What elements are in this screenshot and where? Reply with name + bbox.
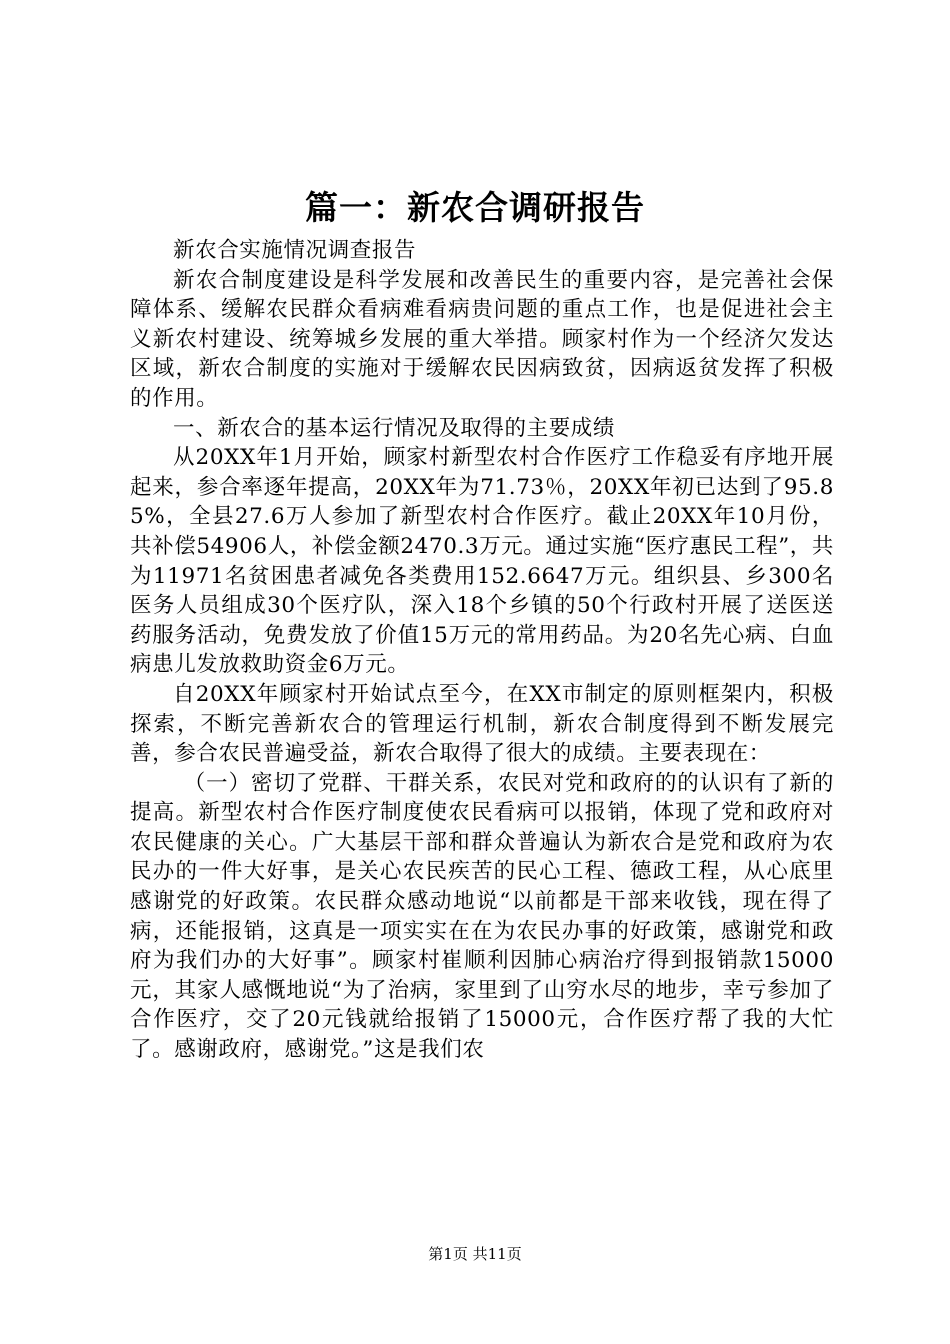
- paragraph-statistics: 从20XX年1月开始，顾家村新型农村合作医疗工作稳妥有序地开展起来，参合率逐年提高，20XX年为71.73％，20XX年初已达到了95.85%，全县27.6万人参加了新型农村合作医疗。截止20XX年10月份，共补偿54906人，补偿金额2470.3万元。通过实施“医疗惠民工程”，共为11971名贫困患者减免各类费用152.6647万元。组织县、乡300名医务人员组成30个医疗队，深入18个乡镇的50个行政村开展了送医送药服务活动，免费发放了价值15万元的常用药品。为20名先心病、白血病患儿发放救助资金6万元。: [130, 445, 834, 678]
- paragraph-subtitle: 新农合实施情况调查报告: [173, 238, 417, 263]
- section-heading: 一、新农合的基本运行情况及取得的主要成绩: [173, 415, 616, 441]
- page-footer: 第1页 共11页: [428, 1245, 522, 1263]
- document-body: [130, 236, 834, 1065]
- paragraph-intro: 新农合制度建设是科学发展和改善民生的重要内容，是完善社会保障体系、缓解农民群众看病难看病贵问题的重点工作，也是促进社会主义新农村建设、统筹城乡发展的重大举措。顾家村作为一个经济欠发达区域，新农合制度的实施对于缓解农民因病致贫，因病返贫发挥了积极的作用。: [130, 267, 834, 411]
- paragraph-point-one: （一）密切了党群、干群关系，农民对党和政府的的认识有了新的提高。新型农村合作医疗制度使农民看病可以报销，体现了党和政府对农民健康的关心。广大基层干部和群众普遍认为新农合是党和政府为农民办的一件大好事，是关心农民疾苦的民心工程、德政工程，从心底里感谢党的好政策。农民群众感动地说“以前都是干部来收钱，现在得了病，还能报销，这真是一项实实在在为农民办事的好政策，感谢党和政府为我们办的大好事”。顾家村崔顺利因肺心病治疗得到报销款15000元，其家人感慨地说“为了治病，家里到了山穷水尽的地步，幸亏参加了合作医疗，交了20元钱就给报销了15000元，合作医疗帮了我的大忙了。感谢政府，感谢党。”这是我们农: [130, 770, 834, 1063]
- document-title: 篇一：新农合调研报告: [305, 188, 645, 227]
- paragraph-achievements: 自20XX年顾家村开始试点至今，在XX市制定的原则框架内，积极探索，不断完善新农合的管理运行机制，新农合制度得到不断发展完善，参合农民普遍受益，新农合取得了很大的成绩。主要表现在：: [130, 681, 834, 767]
